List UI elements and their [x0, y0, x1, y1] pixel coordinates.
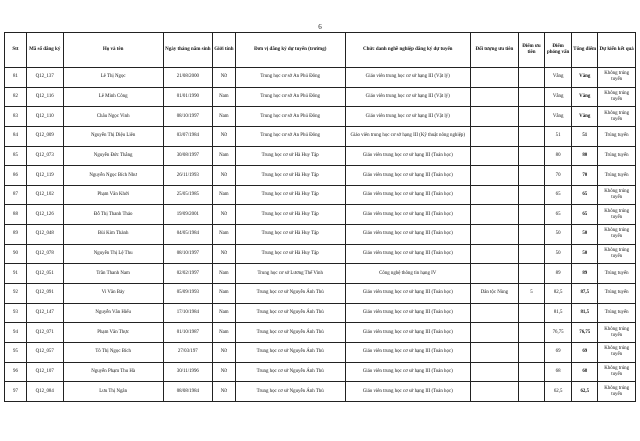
cell-diem-uu-tien — [518, 205, 544, 225]
page-number: 6 — [318, 23, 322, 31]
cell-diem-uu-tien — [518, 185, 544, 205]
cell-ngay-sinh: 01/10/1987 — [163, 323, 212, 343]
cell-ngay-sinh: 30/11/1996 — [163, 362, 212, 382]
cell-stt: 86 — [5, 166, 27, 186]
cell-doi-tuong — [470, 342, 518, 362]
cell-tong-diem: 62,5 — [572, 382, 598, 402]
cell-don-vi: Trung học cơ sở Hà Huy Tập — [235, 146, 345, 166]
cell-don-vi: Trung học cơ sở Nguyễn Ánh Thủ — [235, 362, 345, 382]
cell-stt: 87 — [5, 185, 27, 205]
cell-diem-uu-tien — [518, 87, 544, 107]
cell-stt: 92 — [5, 284, 27, 304]
cell-gioi-tinh: Nam — [212, 146, 235, 166]
cell-doi-tuong — [470, 126, 518, 146]
cell-du-kien: Trúng tuyển — [598, 284, 636, 304]
cell-doi-tuong — [470, 185, 518, 205]
cell-ngay-sinh: 08/10/1997 — [163, 244, 212, 264]
cell-ma-so: Q12_009 — [26, 126, 63, 146]
cell-diem-phong-van: 62,5 — [545, 382, 572, 402]
cell-ma-so: Q12_078 — [26, 244, 63, 264]
cell-chuc-danh: Giáo viên trung học cơ sở hạng III (Toán học) — [345, 244, 470, 264]
cell-stt: 88 — [5, 205, 27, 225]
cell-ho-ten: Phạm Văn Thực — [63, 323, 163, 343]
cell-diem-phong-van: Vắng — [545, 87, 572, 107]
cell-chuc-danh: Giáo viên trung học cơ sở hạng III (Vật lý) — [345, 68, 470, 88]
table-row — [5, 323, 636, 343]
cell-chuc-danh: Giáo viên trung học cơ sở hạng III (Toán học) — [345, 382, 470, 402]
table-row — [5, 87, 636, 107]
header-stt: Stt — [5, 33, 27, 68]
cell-ho-ten: Phạm Văn Khởi — [63, 185, 163, 205]
table-row — [5, 205, 636, 225]
cell-ho-ten: Bùi Kim Thành — [63, 225, 163, 245]
cell-ngay-sinh: 05/09/1993 — [163, 284, 212, 304]
cell-du-kien: Không trúng tuyển — [598, 87, 636, 107]
cell-stt: 95 — [5, 342, 27, 362]
cell-doi-tuong — [470, 303, 518, 323]
cell-ho-ten: Đỗ Thị Thanh Thảo — [63, 205, 163, 225]
cell-stt: 85 — [5, 146, 27, 166]
cell-chuc-danh: Giáo viên trung học cơ sở hạng III (Toán học) — [345, 225, 470, 245]
cell-chuc-danh: Giáo viên trung học cơ sở hạng III (Toán học) — [345, 303, 470, 323]
cell-diem-phong-van: 50 — [545, 244, 572, 264]
cell-diem-uu-tien — [518, 244, 544, 264]
cell-don-vi: Trung học cơ sở An Phú Đông — [235, 87, 345, 107]
header-ho-ten: Họ và tên — [63, 33, 163, 68]
cell-ho-ten: Nguyễn Văn Hiếu — [63, 303, 163, 323]
header-gioi-tinh: Giới tính — [212, 33, 235, 68]
cell-du-kien: Không trúng tuyển — [598, 68, 636, 88]
cell-diem-uu-tien — [518, 126, 544, 146]
cell-don-vi: Trung học cơ sở Hà Huy Tập — [235, 225, 345, 245]
table-row — [5, 244, 636, 264]
cell-ngay-sinh: 08/08/1984 — [163, 382, 212, 402]
cell-diem-uu-tien — [518, 107, 544, 127]
table-row — [5, 126, 636, 146]
cell-doi-tuong: Dân tộc Nùng — [470, 284, 518, 304]
cell-chuc-danh: Giáo viên trung học cơ sở hạng III (Toán học) — [345, 146, 470, 166]
cell-ho-ten: Nguyễn Phạm Thu Hà — [63, 362, 163, 382]
cell-don-vi: Trung học cơ sở Nguyễn Ánh Thủ — [235, 323, 345, 343]
cell-du-kien: Trúng tuyển — [598, 303, 636, 323]
cell-ma-so: Q12_116 — [26, 87, 63, 107]
cell-don-vi: Trung học cơ sở Hà Huy Tập — [235, 205, 345, 225]
cell-diem-uu-tien — [518, 382, 544, 402]
cell-ma-so: Q12_107 — [26, 362, 63, 382]
table-row — [5, 264, 636, 284]
header-don-vi: Đơn vị đăng ký dự tuyển (trường) — [235, 33, 345, 68]
cell-gioi-tinh: Nam — [212, 185, 235, 205]
cell-ho-ten: Vi Văn Bảy — [63, 284, 163, 304]
cell-gioi-tinh: Nữ — [212, 68, 235, 88]
cell-chuc-danh: Giáo viên trung học cơ sở hạng III (Toán học) — [345, 185, 470, 205]
cell-ma-so: Q12_084 — [26, 382, 63, 402]
cell-stt: 93 — [5, 303, 27, 323]
cell-don-vi: Trung học cơ sở An Phú Đông — [235, 68, 345, 88]
cell-chuc-danh: Giáo viên trung học cơ sở hạng III (Toán học) — [345, 205, 470, 225]
table-row — [5, 107, 636, 127]
cell-chuc-danh: Giáo viên trung học cơ sở hạng III (Vật lý) — [345, 87, 470, 107]
cell-diem-uu-tien — [518, 362, 544, 382]
cell-doi-tuong — [470, 68, 518, 88]
cell-du-kien: Không trúng tuyển — [598, 342, 636, 362]
cell-du-kien: Không trúng tuyển — [598, 323, 636, 343]
cell-stt: 90 — [5, 244, 27, 264]
cell-du-kien: Không trúng tuyển — [598, 185, 636, 205]
cell-ma-so: Q12_102 — [26, 185, 63, 205]
header-ma-so: Mã số đăng ký — [26, 33, 63, 68]
cell-diem-phong-van: 80 — [545, 146, 572, 166]
cell-chuc-danh: Công nghệ thông tin hạng IV — [345, 264, 470, 284]
cell-ma-so: Q12_126 — [26, 205, 63, 225]
cell-tong-diem: Vắng — [572, 107, 598, 127]
cell-stt: 96 — [5, 362, 27, 382]
cell-diem-uu-tien — [518, 303, 544, 323]
cell-chuc-danh: Giáo viên trung học cơ sở hạng III (Toán học) — [345, 342, 470, 362]
cell-doi-tuong — [470, 225, 518, 245]
cell-diem-phong-van: 70 — [545, 166, 572, 186]
cell-gioi-tinh: Nữ — [212, 166, 235, 186]
cell-don-vi: Trung học cơ sở Hà Huy Tập — [235, 185, 345, 205]
table-row — [5, 342, 636, 362]
cell-ma-so: Q12_137 — [26, 68, 63, 88]
cell-gioi-tinh: Nam — [212, 284, 235, 304]
cell-chuc-danh: Giáo viên trung học cơ sở hạng III (Toán học) — [345, 166, 470, 186]
cell-ngay-sinh: 02/02/1997 — [163, 264, 212, 284]
cell-tong-diem: 80 — [572, 146, 598, 166]
cell-ho-ten: Lê Minh Công — [63, 87, 163, 107]
cell-diem-phong-van: 69 — [545, 342, 572, 362]
cell-tong-diem: 76,75 — [572, 323, 598, 343]
cell-tong-diem: 50 — [572, 244, 598, 264]
cell-du-kien: Trúng tuyển — [598, 126, 636, 146]
cell-du-kien: Không trúng tuyển — [598, 205, 636, 225]
cell-chuc-danh: Giáo viên trung học cơ sở hạng III (Toán học) — [345, 284, 470, 304]
cell-doi-tuong — [470, 146, 518, 166]
cell-du-kien: Không trúng tuyển — [598, 244, 636, 264]
cell-doi-tuong — [470, 87, 518, 107]
cell-gioi-tinh: Nữ — [212, 362, 235, 382]
table-row — [5, 284, 636, 304]
cell-ma-so: Q12_048 — [26, 225, 63, 245]
cell-gioi-tinh: Nữ — [212, 342, 235, 362]
cell-tong-diem: 81,5 — [572, 303, 598, 323]
cell-ho-ten: Nguyễn Ngọc Bích Như — [63, 166, 163, 186]
cell-doi-tuong — [470, 107, 518, 127]
cell-diem-uu-tien — [518, 166, 544, 186]
cell-ma-so: Q12_071 — [26, 323, 63, 343]
header-du-kien: Dự kiến kết quả — [598, 33, 636, 68]
cell-diem-uu-tien — [518, 225, 544, 245]
cell-diem-phong-van: Vắng — [545, 68, 572, 88]
cell-ngay-sinh: 17/10/1984 — [163, 303, 212, 323]
header-tong-diem: Tổng điểm — [572, 33, 598, 68]
cell-du-kien: Trúng tuyển — [598, 166, 636, 186]
cell-chuc-danh: Giáo viên trung học cơ sở hạng III (Toán học) — [345, 323, 470, 343]
table-row — [5, 225, 636, 245]
cell-gioi-tinh: Nữ — [212, 382, 235, 402]
table-row — [5, 166, 636, 186]
cell-don-vi: Trung học cơ sở Nguyễn Ánh Thủ — [235, 284, 345, 304]
cell-doi-tuong — [470, 166, 518, 186]
cell-chuc-danh: Giáo viên trung học cơ sở hạng III (Kỹ thuật nông nghiệp) — [345, 126, 470, 146]
cell-tong-diem: 51 — [572, 126, 598, 146]
cell-diem-uu-tien — [518, 68, 544, 88]
cell-tong-diem: 87,5 — [572, 284, 598, 304]
cell-ma-so: Q12_110 — [26, 107, 63, 127]
cell-doi-tuong — [470, 244, 518, 264]
cell-gioi-tinh: Nam — [212, 323, 235, 343]
cell-diem-phong-van: 50 — [545, 225, 572, 245]
cell-stt: 94 — [5, 323, 27, 343]
cell-du-kien: Không trúng tuyển — [598, 225, 636, 245]
cell-tong-diem: 65 — [572, 185, 598, 205]
cell-don-vi: Trung học cơ sở Hà Huy Tập — [235, 244, 345, 264]
cell-don-vi: Trung học cơ sở Nguyễn Ánh Thủ — [235, 303, 345, 323]
cell-ho-ten: Tô Thị Ngọc Bích — [63, 342, 163, 362]
cell-du-kien: Không trúng tuyển — [598, 362, 636, 382]
cell-ho-ten: Nguyễn Thị Diệu Liên — [63, 126, 163, 146]
cell-tong-diem: 65 — [572, 205, 598, 225]
cell-doi-tuong — [470, 382, 518, 402]
cell-don-vi: Trung học cơ sở Nguyễn Ánh Thủ — [235, 342, 345, 362]
table-row — [5, 382, 636, 402]
cell-diem-phong-van: 76,75 — [545, 323, 572, 343]
cell-ngay-sinh: 19/09/2001 — [163, 205, 212, 225]
cell-diem-uu-tien — [518, 323, 544, 343]
cell-don-vi: Trung học cơ sở An Phú Đông — [235, 107, 345, 127]
cell-ho-ten: Nguyễn Thị Lệ Thu — [63, 244, 163, 264]
table-row — [5, 185, 636, 205]
cell-ma-so: Q12_119 — [26, 166, 63, 186]
header-diem-uu-tien: Điểm ưu tiên — [518, 33, 544, 68]
cell-gioi-tinh: Nam — [212, 225, 235, 245]
cell-tong-diem: Vắng — [572, 68, 598, 88]
cell-diem-uu-tien — [518, 146, 544, 166]
cell-diem-phong-van: 65 — [545, 205, 572, 225]
table-row — [5, 146, 636, 166]
cell-ngay-sinh: 27/03/197 — [163, 342, 212, 362]
table-header-row — [5, 33, 636, 68]
cell-doi-tuong — [470, 323, 518, 343]
cell-ma-so: Q12_147 — [26, 303, 63, 323]
cell-du-kien: Trúng tuyển — [598, 264, 636, 284]
cell-gioi-tinh: Nam — [212, 107, 235, 127]
cell-diem-phong-van: 89 — [545, 264, 572, 284]
cell-doi-tuong — [470, 205, 518, 225]
cell-doi-tuong — [470, 362, 518, 382]
cell-du-kien: Không trúng tuyển — [598, 382, 636, 402]
cell-doi-tuong — [470, 264, 518, 284]
cell-chuc-danh: Giáo viên trung học cơ sở hạng III (Toán học) — [345, 362, 470, 382]
cell-diem-uu-tien — [518, 342, 544, 362]
results-table — [4, 32, 636, 402]
cell-du-kien: Trúng tuyển — [598, 146, 636, 166]
cell-diem-phong-van: 65 — [545, 185, 572, 205]
header-chuc-danh: Chức danh nghề nghiệp đăng ký dự tuyển — [345, 33, 470, 68]
cell-ngay-sinh: 30/08/1997 — [163, 146, 212, 166]
cell-tong-diem: 70 — [572, 166, 598, 186]
cell-ma-so: Q12_051 — [26, 264, 63, 284]
cell-stt: 83 — [5, 107, 27, 127]
cell-ho-ten: Nguyễn Đức Thắng — [63, 146, 163, 166]
cell-gioi-tinh: Nữ — [212, 126, 235, 146]
cell-gioi-tinh: Nam — [212, 87, 235, 107]
table-row — [5, 303, 636, 323]
cell-ma-so: Q12_057 — [26, 342, 63, 362]
cell-ngay-sinh: 21/08/2000 — [163, 68, 212, 88]
cell-stt: 84 — [5, 126, 27, 146]
cell-diem-phong-van: 68 — [545, 362, 572, 382]
cell-stt: 89 — [5, 225, 27, 245]
cell-don-vi: Trung học cơ sở Hà Huy Tập — [235, 166, 345, 186]
cell-diem-uu-tien — [518, 264, 544, 284]
header-diem-phong-van: Điểm phỏng vấn — [545, 33, 572, 68]
cell-diem-phong-van: Vắng — [545, 107, 572, 127]
cell-chuc-danh: Giáo viên trung học cơ sở hạng III (Vật lý) — [345, 107, 470, 127]
cell-ngay-sinh: 04/05/1984 — [163, 225, 212, 245]
cell-stt: 81 — [5, 68, 27, 88]
cell-ngay-sinh: 08/10/1997 — [163, 107, 212, 127]
cell-stt: 82 — [5, 87, 27, 107]
cell-gioi-tinh: Nữ — [212, 205, 235, 225]
cell-stt: 97 — [5, 382, 27, 402]
header-doi-tuong: Đối tượng ưu tiên — [470, 33, 518, 68]
cell-don-vi: Trung học cơ sở Nguyễn Ánh Thủ — [235, 382, 345, 402]
cell-ngay-sinh: 25/05/1985 — [163, 185, 212, 205]
cell-tong-diem: 68 — [572, 362, 598, 382]
table-row — [5, 68, 636, 88]
table-row — [5, 362, 636, 382]
header-ngay-sinh: Ngày tháng năm sinh — [163, 33, 212, 68]
cell-tong-diem: 50 — [572, 225, 598, 245]
cell-tong-diem: 89 — [572, 264, 598, 284]
cell-diem-phong-van: 82,5 — [545, 284, 572, 304]
cell-gioi-tinh: Nam — [212, 264, 235, 284]
cell-ho-ten: Trần Thanh Nam — [63, 264, 163, 284]
cell-diem-phong-van: 81,5 — [545, 303, 572, 323]
cell-diem-uu-tien: 5 — [518, 284, 544, 304]
cell-ngay-sinh: 03/07/1984 — [163, 126, 212, 146]
cell-diem-phong-van: 51 — [545, 126, 572, 146]
cell-ho-ten: Lưu Thị Ngân — [63, 382, 163, 402]
cell-ngay-sinh: 26/11/1993 — [163, 166, 212, 186]
cell-don-vi: Trung học cơ sở Lương Thế Vinh — [235, 264, 345, 284]
cell-ho-ten: Lê Thị Ngọc — [63, 68, 163, 88]
cell-tong-diem: 69 — [572, 342, 598, 362]
cell-don-vi: Trung học cơ sở An Phú Đông — [235, 126, 345, 146]
cell-tong-diem: Vắng — [572, 87, 598, 107]
cell-gioi-tinh: Nữ — [212, 244, 235, 264]
cell-ma-so: Q12_091 — [26, 284, 63, 304]
cell-ma-so: Q12_073 — [26, 146, 63, 166]
cell-du-kien: Không trúng tuyển — [598, 107, 636, 127]
cell-ngay-sinh: 01/01/1990 — [163, 87, 212, 107]
cell-gioi-tinh: Nam — [212, 303, 235, 323]
cell-stt: 91 — [5, 264, 27, 284]
cell-ho-ten: Châu Ngọc Vinh — [63, 107, 163, 127]
